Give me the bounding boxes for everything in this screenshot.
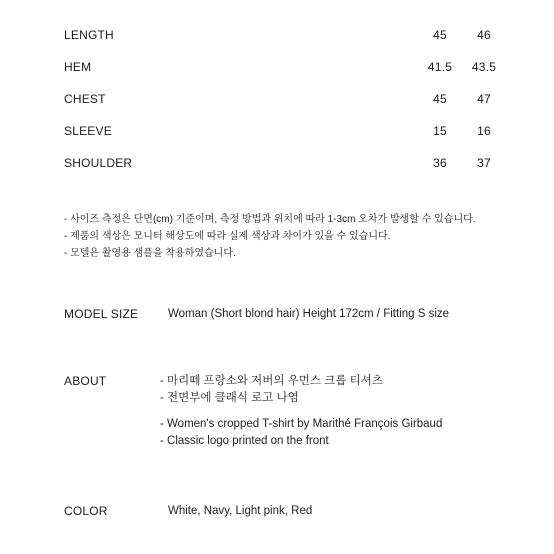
- cropped-header-row: [64, 0, 484, 4]
- about-spacer: [160, 406, 442, 416]
- size-label: LENGTH: [64, 28, 114, 42]
- about-description: [160, 373, 442, 449]
- note-line: - 모델은 촬영용 샘플을 착용하였습니다.: [64, 248, 236, 259]
- size-value-s: 41.5: [427, 60, 453, 74]
- size-label: SHOULDER: [64, 156, 133, 170]
- cropped-header-value: [434, 0, 448, 4]
- note-line: - 사이즈 측정은 단면(cm) 기준이며, 측정 방법과 위치에 따라 1-3cm 오차가 발생할 수 있습니다.: [64, 214, 476, 225]
- about-line-ko: - 전면부에 클래식 로고 나염: [160, 391, 299, 404]
- model-size-label: MODEL SIZE: [64, 307, 139, 321]
- size-value-m: 16: [477, 124, 491, 138]
- cropped-header-label: [64, 0, 100, 4]
- about-label: ABOUT: [64, 374, 107, 388]
- about-line-ko: - 마리떼 프랑소와 저버의 우먼스 크롭 티셔츠: [160, 375, 383, 387]
- size-row-sleeve: [64, 124, 504, 144]
- size-value-m: 37: [477, 156, 491, 170]
- size-row-length: [64, 28, 504, 48]
- note-line: - 제품의 색상은 모니터 해상도에 따라 실제 색상과 차이가 있을 수 있습니다.: [64, 231, 391, 242]
- size-value-s: 45: [433, 28, 447, 42]
- size-row-chest: [64, 92, 504, 112]
- size-row-hem: [64, 60, 504, 80]
- about-line-en: - Women's cropped T-shirt by Marithé François Girbaud: [160, 418, 443, 430]
- size-value-m: 47: [477, 92, 491, 106]
- size-label: SLEEVE: [64, 124, 112, 138]
- size-value-m: 43.5: [471, 60, 497, 74]
- color-label: COLOR: [64, 504, 108, 518]
- about-line-en: - Classic logo printed on the front: [160, 434, 329, 447]
- size-label: CHEST: [64, 92, 106, 106]
- size-value-s: 45: [433, 92, 447, 106]
- size-value-s: 36: [433, 156, 447, 170]
- size-label: HEM: [64, 60, 92, 74]
- size-notes: [64, 211, 476, 262]
- size-value-s: 15: [433, 124, 447, 138]
- size-value-m: 46: [477, 28, 491, 42]
- model-size-value: Woman (Short blond hair) Height 172cm / Fitting S size: [168, 308, 450, 320]
- size-row-shoulder: [64, 156, 504, 176]
- color-value: White, Navy, Light pink, Red: [168, 505, 313, 517]
